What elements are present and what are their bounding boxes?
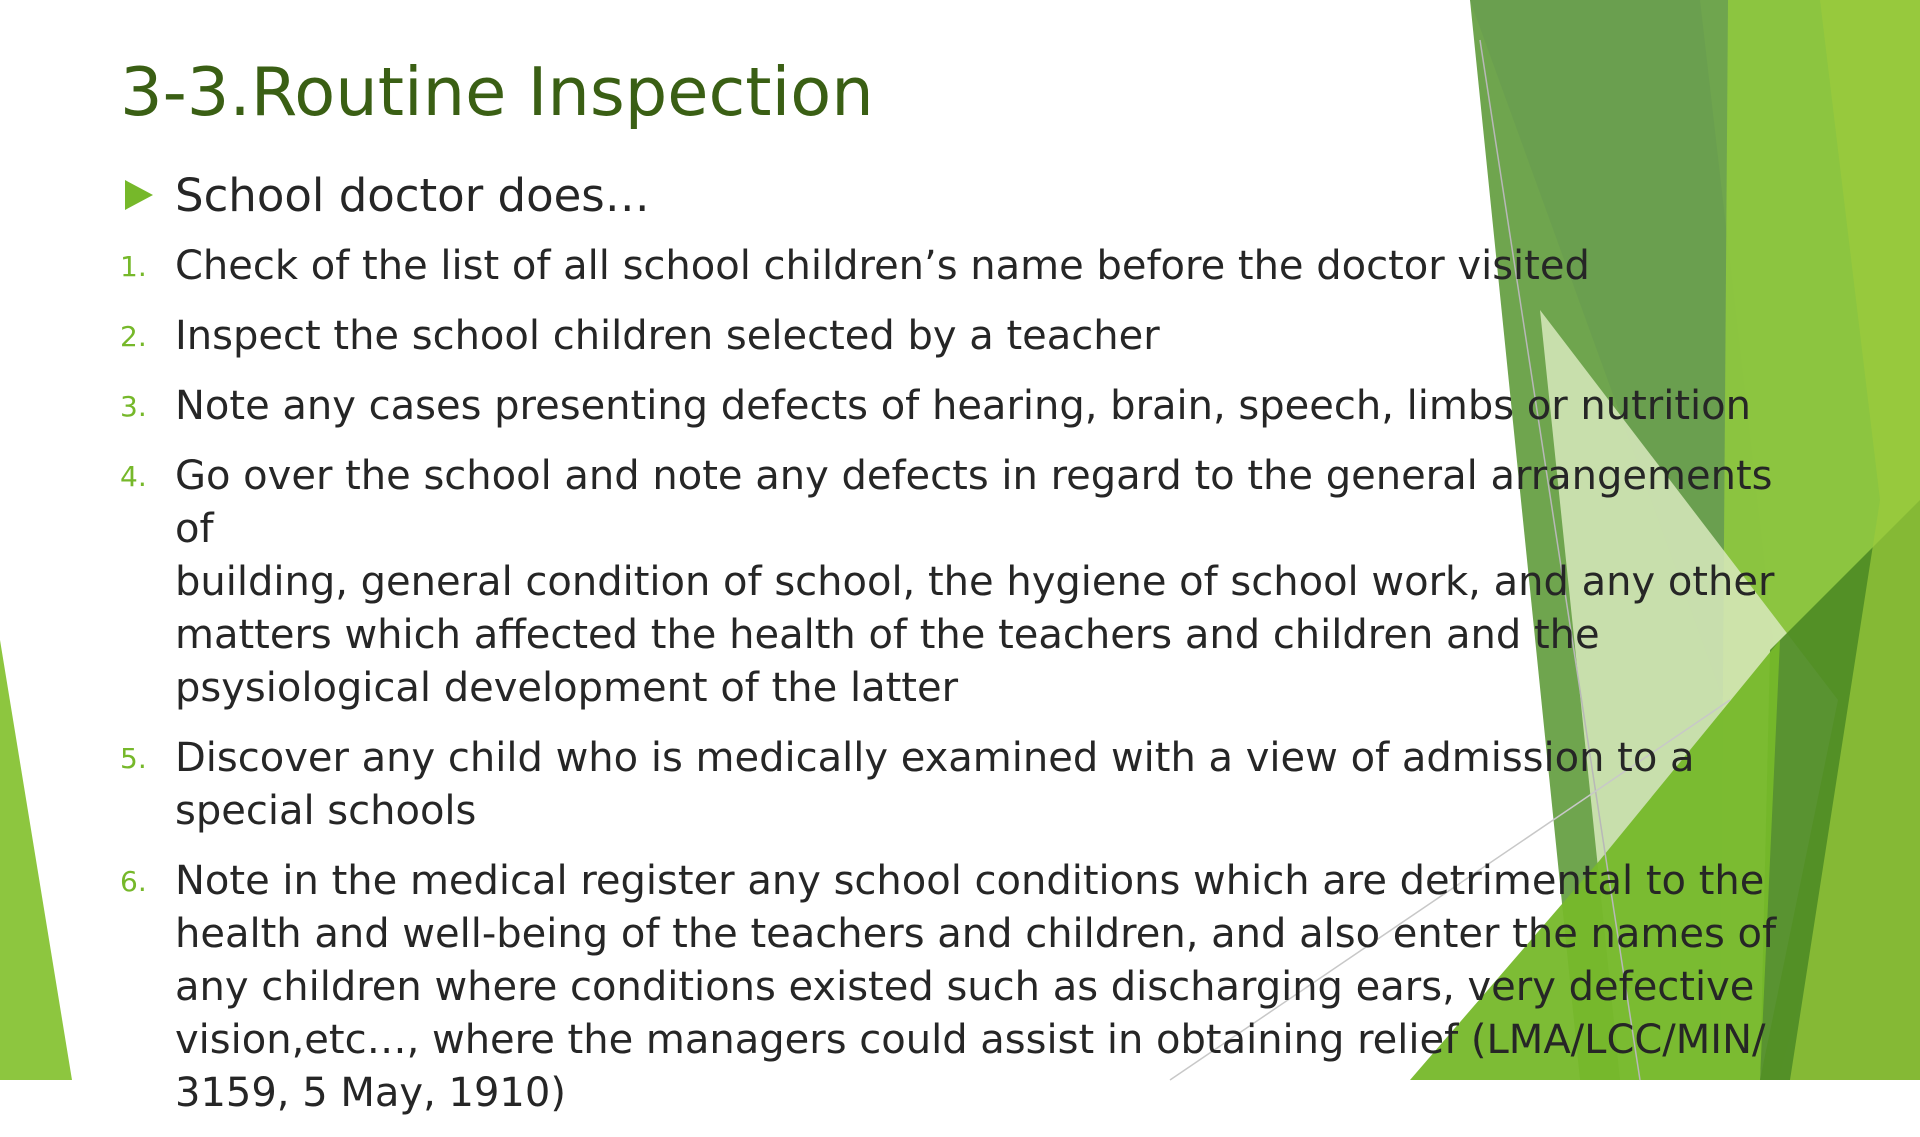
text-line: any children where conditions existed such as discharging ears, very defective: [175, 964, 1755, 1010]
bullet-heading: [120, 164, 1800, 226]
list-item-text: [175, 240, 1800, 293]
text-line: Go over the school and note any defects in regard to the general arrangements of: [175, 453, 1773, 552]
list-item-text: [175, 855, 1800, 1120]
text-line: vision,etc…, where the managers could assist in obtaining relief (LMA/LCC/MIN/: [175, 1017, 1766, 1063]
list-item-text: [175, 450, 1800, 715]
text-line: 3159, 5 May, 1910): [175, 1070, 566, 1116]
text-line: psysiological development of the latter: [175, 665, 959, 711]
text-line: Note any cases presenting defects of hearing, brain, speech, limbs or nutrition: [175, 383, 1751, 429]
slide-title: 3-3.Routine Inspection: [120, 53, 874, 131]
list-item: [120, 855, 1800, 1120]
list-item: [120, 380, 1800, 433]
text-line: Check of the list of all school children’s name before the doctor visited: [175, 243, 1590, 289]
text-line: building, general condition of school, the hygiene of school work, and any other: [175, 559, 1775, 605]
triangle-bullet-icon: [125, 180, 153, 210]
text-line: Inspect the school children selected by a teacher: [175, 313, 1160, 359]
list-item: [120, 240, 1800, 293]
text-line: special schools: [175, 788, 477, 834]
list-item: [120, 450, 1800, 715]
bullet-heading-text: School doctor does…: [175, 168, 650, 222]
list-item-number: 1.: [120, 250, 147, 283]
text-line: Discover any child who is medically examined with a view of admission to a: [175, 735, 1695, 781]
list-item-text: [175, 380, 1800, 433]
text-line: Note in the medical register any school conditions which are detrimental to the: [175, 858, 1765, 904]
left-green-sliver: [0, 640, 72, 1080]
list-item-text: [175, 310, 1800, 363]
list-item-text: [175, 732, 1800, 838]
list-item: [120, 732, 1800, 838]
text-line: matters which affected the health of the teachers and children and the: [175, 612, 1600, 658]
list-item: [120, 310, 1800, 363]
list-item-number: 4.: [120, 460, 147, 493]
list-item-number: 6.: [120, 865, 147, 898]
text-line: health and well-being of the teachers and children, and also enter the names of: [175, 911, 1777, 957]
list-item-number: 2.: [120, 320, 147, 353]
slide-content: [120, 164, 1800, 1137]
numbered-list: [120, 240, 1800, 1120]
list-item-number: 5.: [120, 742, 147, 775]
list-item-number: 3.: [120, 390, 147, 423]
